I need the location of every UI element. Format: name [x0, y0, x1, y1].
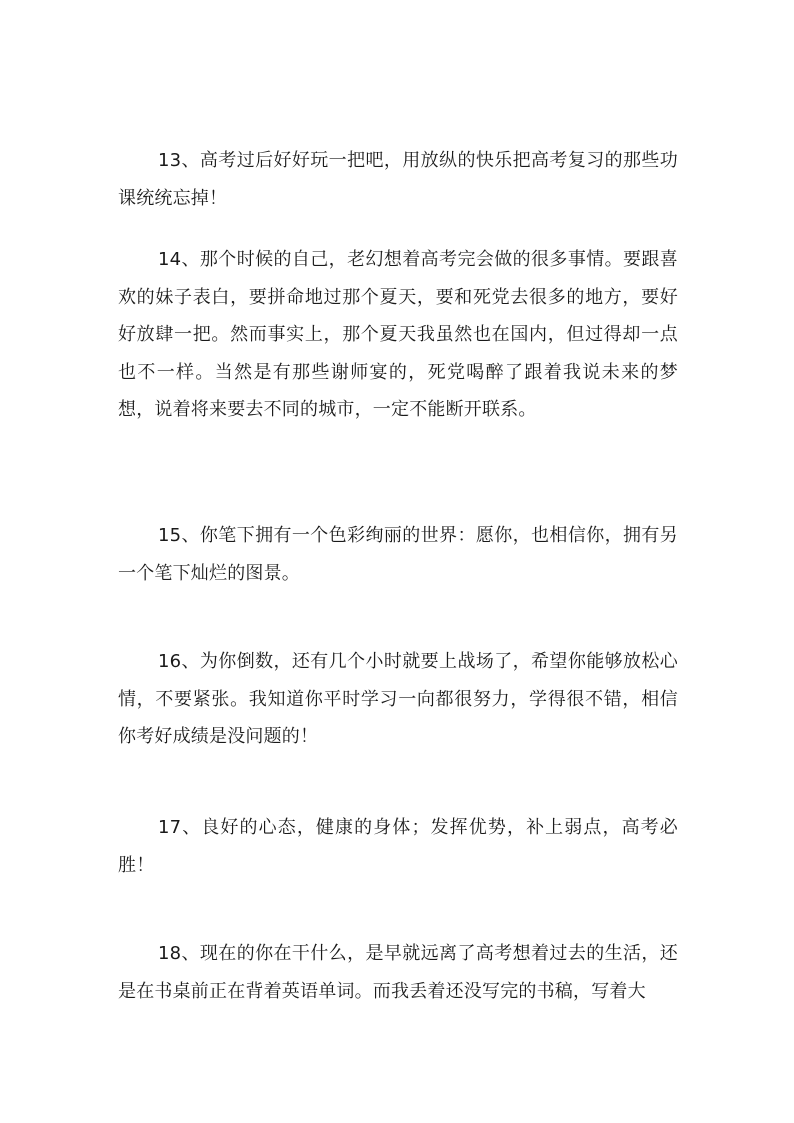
paragraph-13: 13、高考过后好好玩一把吧，用放纵的快乐把高考复习的那些功课统统忘掉！ — [118, 150, 678, 209]
paragraph-14: 14、那个时候的自己，老幻想着高考完会做的很多事情。要跟喜欢的妹子表白，要拼命地过那个夏天，要和死党去很多的地方，要好好放肆一把。然而事实上，那个夏天我虽然也在国内，但过得却一点也不一样。当然是有那些谢师宴的，死党喝醉了跟着我说未来的梦想，说着将来要去不同的城市，一定不能断开联系。 — [118, 249, 678, 420]
paragraph-17: 17、良好的心态，健康的身体；发挥优势，补上弱点，高考必胜！ — [118, 817, 678, 876]
paragraph-16: 16、为你倒数，还有几个小时就要上战场了，希望你能够放松心情，不要紧张。我知道你平时学习一向都很努力，学得很不错，相信你考好成绩是没问题的！ — [118, 651, 678, 747]
paragraph-18: 18、现在的你在干什么，是早就远离了高考想着过去的生活，还是在书桌前正在背着英语单词。而我丢着还没写完的书稿，写着大 — [118, 943, 678, 1002]
paragraph-15: 15、你笔下拥有一个色彩绚丽的世界：愿你，也相信你，拥有另一个笔下灿烂的图景。 — [118, 525, 678, 584]
